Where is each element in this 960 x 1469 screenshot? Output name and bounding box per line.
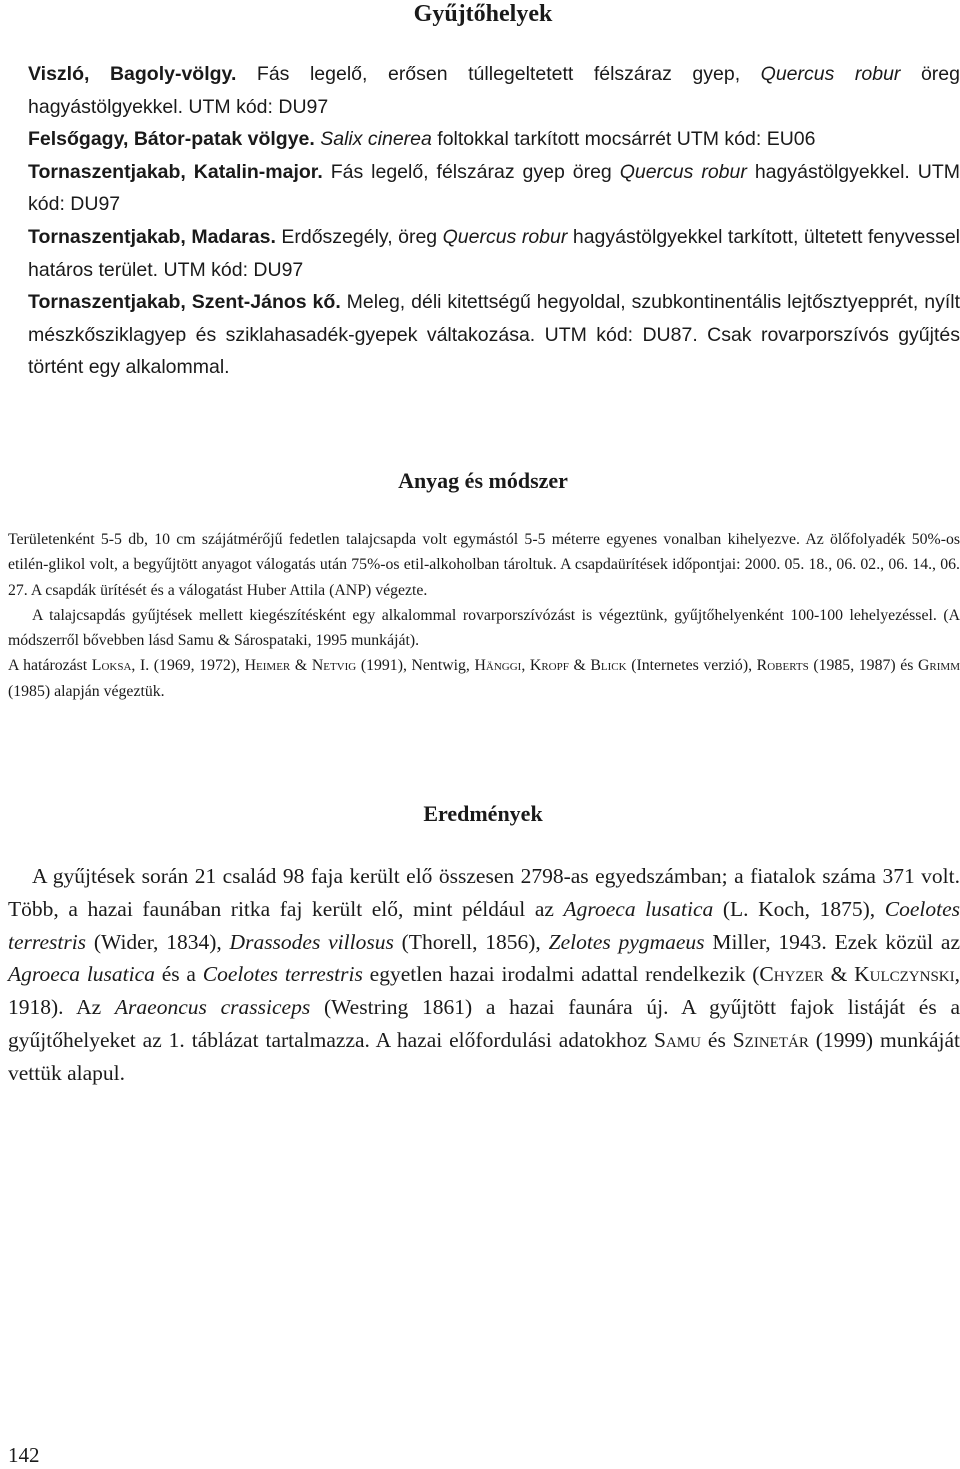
- site-entry: Tornaszentjakab, Szent-János kő. Meleg, déli kitettségű hegyoldal, szubkontinentális lejtősztyepprét, nyílt mészkősziklagyep és sziklahasadék-gyepek váltakozása. UTM kód: DU87. Csak rovarporszívós gyűjtés történt egy alkalommal.: [28, 291, 960, 379]
- author-name: Chyzer: [759, 962, 824, 987]
- site-entry: Felsőgagy, Bátor-patak völgye. Salix cinerea foltokkal tarkított mocsárrét UTM kód: EU06: [28, 128, 816, 151]
- results-section: [8, 860, 960, 1090]
- species-name: Coelotes terrestris: [202, 962, 363, 987]
- site-entry: Tornaszentjakab, Madaras. Erdőszegély, öreg Quercus robur hagyástölgyekkel tarkított, ültetett fenyvessel határos terület. UTM kód: DU97: [28, 225, 960, 281]
- species-name: Zelotes pygmaeus: [548, 929, 705, 954]
- author-name: Szinetár: [732, 1027, 809, 1052]
- species-name: Agroeca lusatica: [563, 896, 714, 921]
- site-location: Tornaszentjakab, Katalin-major.: [28, 160, 323, 183]
- method-paragraph: Területenként 5-5 db, 10 cm szájátmérőjű fedetlen talajcsapda volt egymástól 5-5 méterre egyenes vonalban kihelyezve. Az ölőfolyadék 50%-os etilén-glikol volt, a begyűjtött anyagot válogatás után 75%-os etil-alkoholban tároltuk. A csapdaürítések időpontjai: 2000. 05. 18., 06. 02., 06. 14., 06. 27. A csapdák ürítését és a válogatást Huber Attila (ANP) végezte.: [8, 531, 960, 599]
- site-location: Viszló, Bagoly-völgy.: [28, 63, 237, 85]
- results-paragraph: A gyűjtések során 21 család 98 faja került elő összesen 2798-as egyedszámban; a fiatalok száma 371 volt. Több, a hazai faunában ritka faj került elő, mint például az Agroeca lusatica (L. Koch, 1875), Coelotes terrestris (Wider, 1834), Drassodes villosus (Thorell, 1856), Zelotes pygmaeus Miller, 1943. Ezek közül az Agroeca lusatica és a Coelotes terrestris egyetlen hazai irodalmi adattal rendelkezik (Chyzer & Kulczynski, 1918). Az Araeoncus crassiceps (Westring 1861) a hazai faunára új. A gyűjtött fajok listáját és a gyűjtőhelyeket az 1. táblázat tartalmazza. A hazai előfordulási adatokhoz Samu és Szinetár (1999) munkáját vettük alapul.: [8, 864, 960, 1085]
- author-name: Kulczynski: [854, 962, 955, 987]
- site-entry: Viszló, Bagoly-völgy. Fás legelő, erősen túllegeltetett félszáraz gyep, Quercus robur öreg hagyástölgyekkel. UTM kód: DU97: [28, 63, 960, 118]
- sites-section: [28, 58, 960, 384]
- species-name: Quercus robur: [442, 225, 568, 248]
- species-name: Coelotes terrestris: [8, 896, 960, 954]
- author-name: Samu: [654, 1027, 701, 1052]
- author-name: Blick: [590, 657, 627, 675]
- section-heading-method: Anyag és módszer: [398, 468, 568, 493]
- site-location: Felsőgagy, Bátor-patak völgye.: [28, 128, 315, 151]
- author-name: Grimm: [918, 657, 960, 675]
- author-name: Roberts: [756, 657, 809, 675]
- species-name: Araeoncus crassiceps: [114, 995, 311, 1020]
- site-location: Tornaszentjakab, Szent-János kő.: [28, 291, 341, 314]
- page-number: 142: [8, 1443, 40, 1467]
- species-name: Salix cinerea: [320, 128, 432, 151]
- author-name: Heimer: [244, 657, 291, 675]
- author-name: Loksa, I.: [91, 657, 150, 675]
- species-name: Quercus robur: [619, 160, 747, 183]
- author-name: Netvig: [311, 657, 357, 675]
- section-heading-results: Eredmények: [423, 801, 543, 826]
- author-name: Kropf: [529, 657, 569, 675]
- method-paragraph: A talajcsapdás gyűjtések mellett kiegészítésként egy alkalommal rovarporszívózást is végeztünk, gyűjtőhelyenként 100-100 lehelyezéssel. (A módszerről bővebben lásd Samu & Sárospataki, 1995 munkáját).: [8, 606, 960, 650]
- site-location: Tornaszentjakab, Madaras.: [28, 225, 276, 248]
- species-name: Drassodes villosus: [229, 929, 394, 954]
- site-entry: Tornaszentjakab, Katalin-major. Fás legelő, félszáraz gyep öreg Quercus robur hagyástölgyekkel. UTM kód: DU97: [28, 160, 960, 216]
- species-name: Quercus robur: [760, 63, 901, 85]
- section-heading-sites: Gyűjtőhelyek: [413, 1, 553, 27]
- method-section: [8, 527, 960, 704]
- species-name: Agroeca lusatica: [8, 962, 155, 987]
- method-paragraph: A határozást Loksa, I. (1969, 1972), Heimer & Netvig (1991), Nentwig, Hänggi, Kropf & Blick (Internetes verzió), Roberts (1985, 1987) és Grimm (1985) alapján végeztük.: [8, 657, 960, 700]
- author-name: Hänggi: [474, 657, 522, 675]
